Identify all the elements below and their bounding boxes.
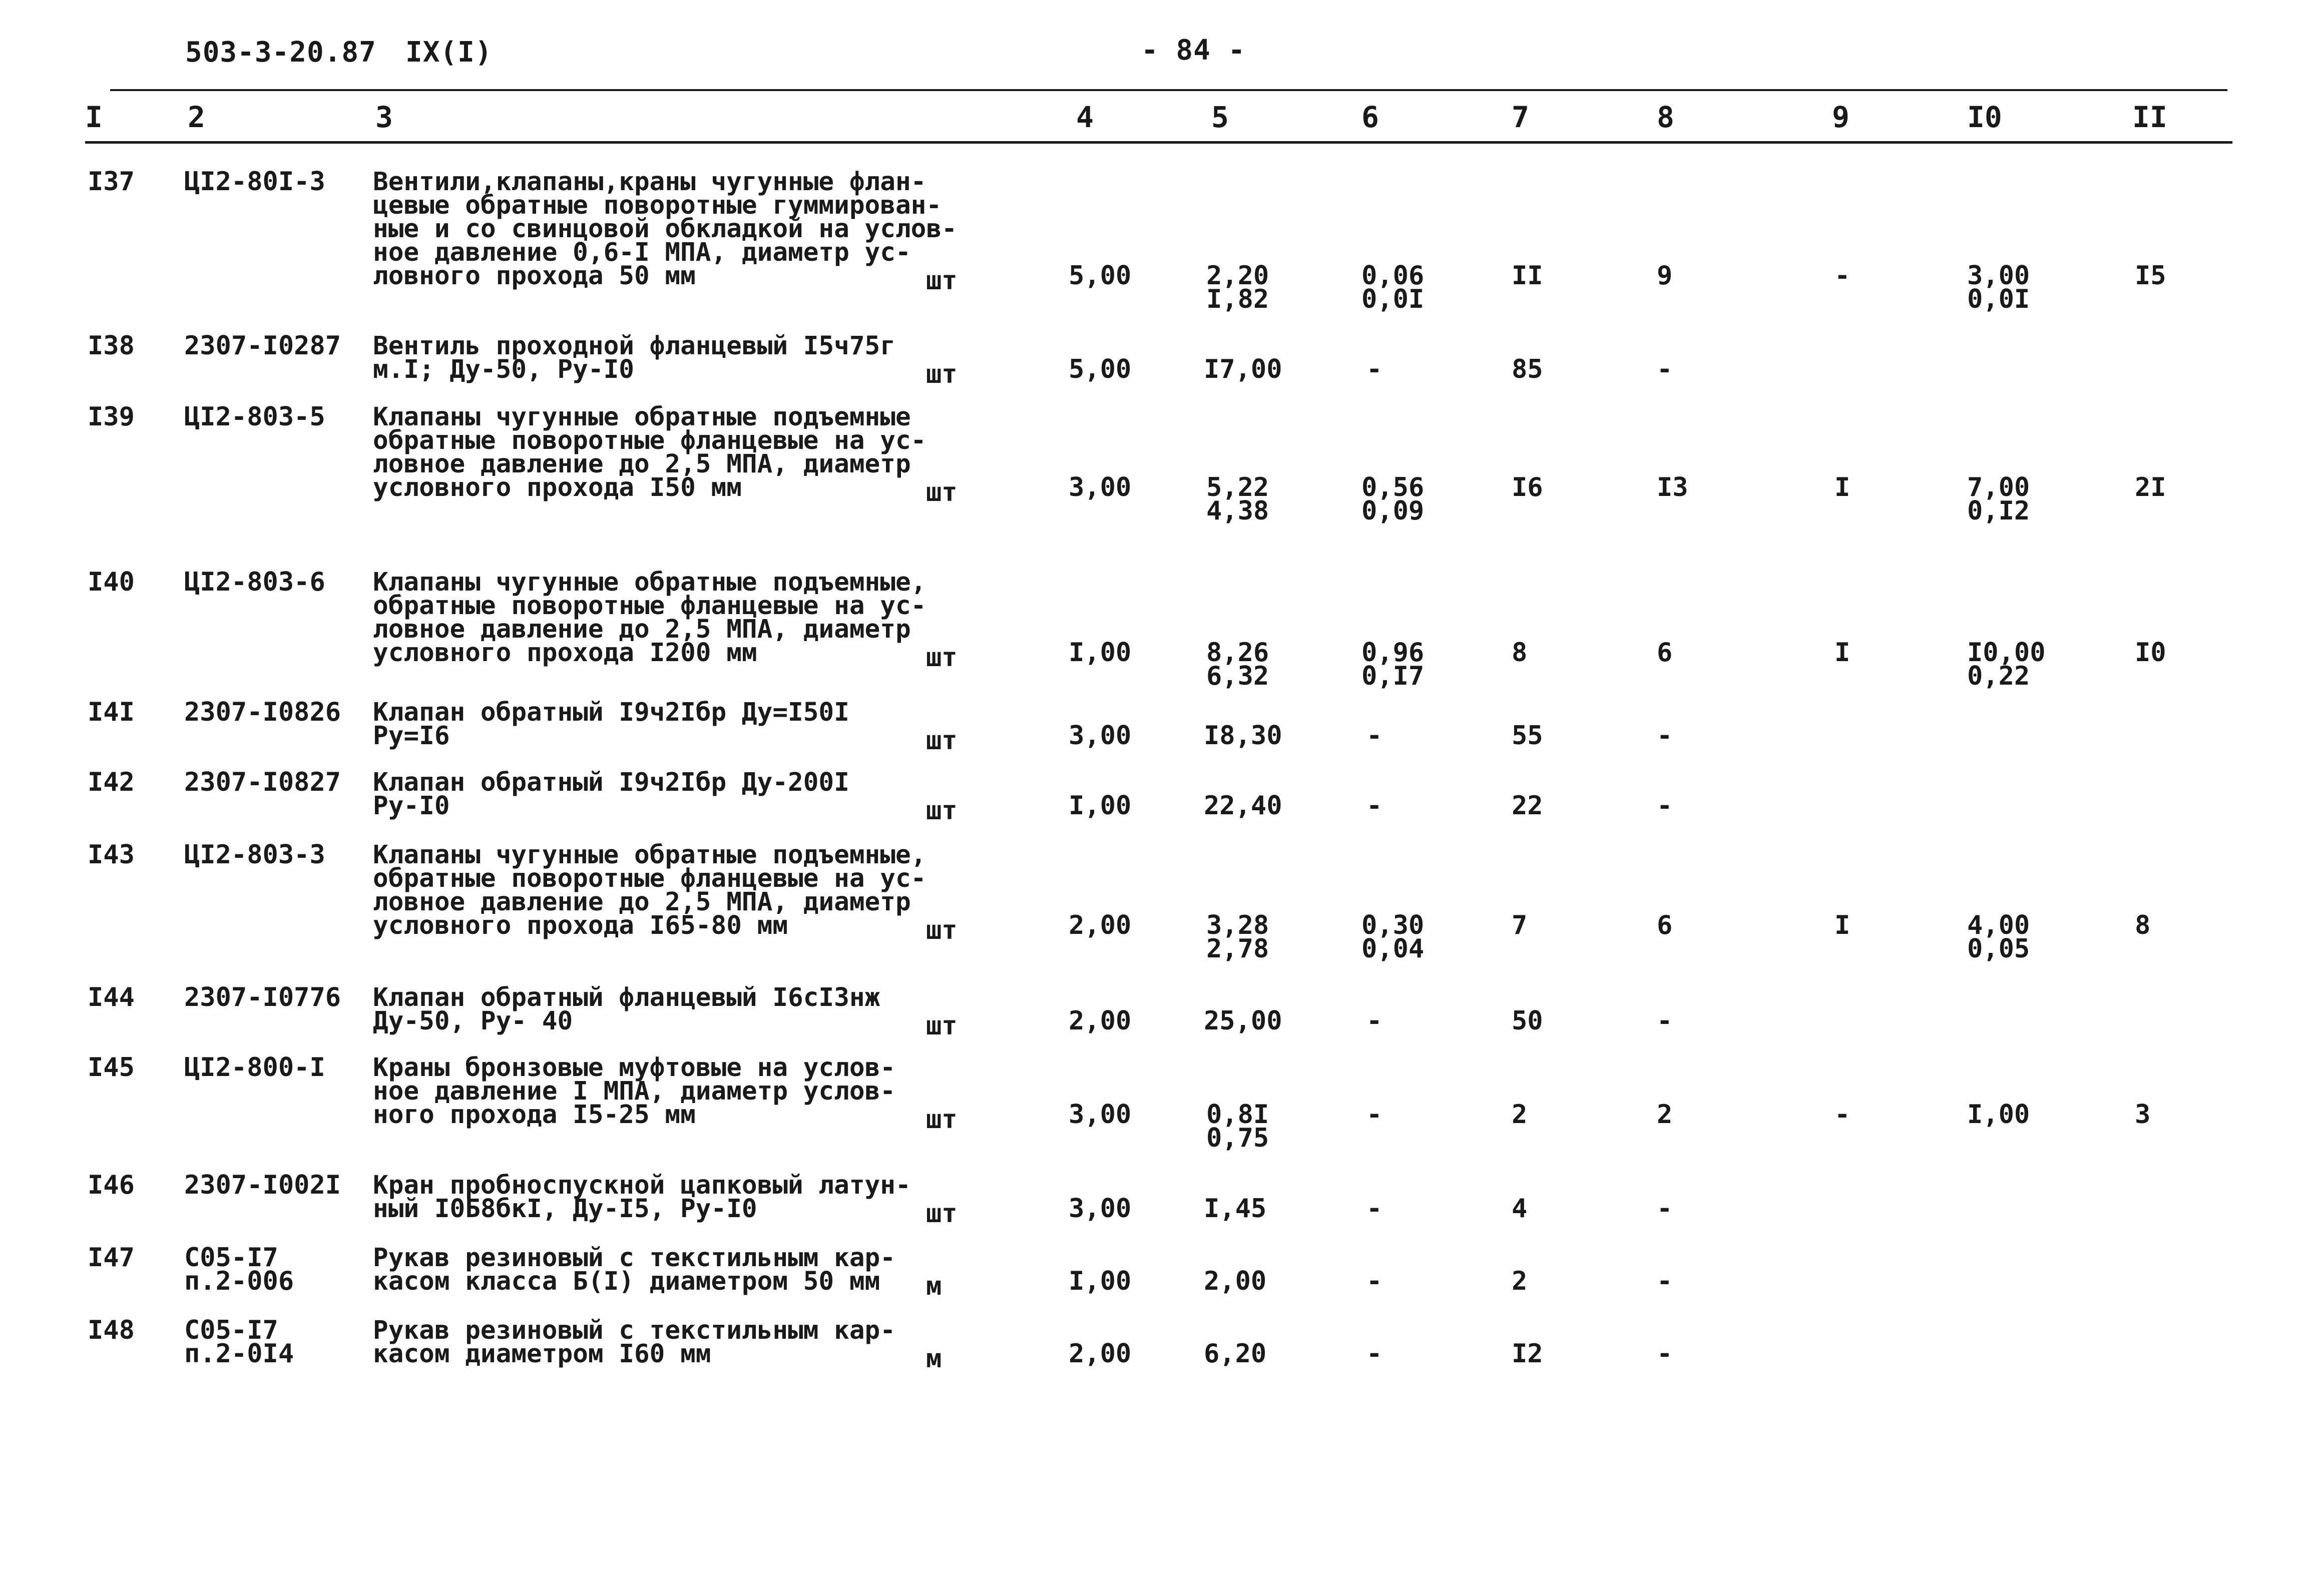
unit: шт [926, 1105, 958, 1135]
item-code: ЦI2-803-5 [184, 402, 325, 432]
col11: 8 [2135, 910, 2151, 940]
col6 [1366, 791, 1382, 821]
column-number-4: 4 [1076, 100, 1094, 134]
unit: шт [926, 266, 958, 296]
row-number: I38 [88, 331, 135, 361]
description-line: Вентили,клапаны,краны чугунные флан- [373, 167, 927, 197]
quantity: I,00 [1069, 638, 1132, 668]
col5 [1206, 638, 1269, 691]
col5 [1204, 1339, 1267, 1369]
page-number: - 84 - [1141, 34, 1246, 67]
item-code: ЦI2-80I-3 [184, 167, 325, 197]
description-line: условного прохода I200 мм [373, 638, 757, 668]
col5 [1204, 1006, 1282, 1036]
description-line: обратные поворотные фланцевые на ус- [373, 426, 927, 455]
col6 [1366, 1100, 1382, 1130]
description-line: Рукав резиновый с текстильным кар- [373, 1316, 895, 1345]
description-line: ловного прохода 50 мм [373, 261, 696, 291]
description-line: цевые обратные поворотные гуммирован- [373, 191, 942, 220]
item-description [373, 698, 924, 751]
item-description [373, 568, 927, 668]
col11: I5 [2135, 261, 2166, 291]
col5-value: 25,00 [1204, 1006, 1282, 1036]
col5-value: 2,78 [1206, 934, 1269, 964]
col9: I [1834, 910, 1851, 940]
unit: м [926, 1344, 942, 1374]
description-line: касом класса Б(I) диаметром 50 мм [373, 1267, 880, 1296]
description-line: Клапаны чугунные обратные подъемные, [373, 840, 927, 870]
col6-value: - [1366, 1339, 1382, 1369]
col6-value: - [1366, 1194, 1382, 1224]
row-number: I45 [88, 1052, 135, 1083]
col5-value: I,45 [1204, 1194, 1267, 1224]
col6 [1361, 261, 1425, 314]
col10 [1967, 638, 2046, 691]
col9: I [1834, 472, 1851, 502]
item-description [373, 1316, 924, 1369]
description-line: ловное давление до 2,5 МПА, диаметр [373, 449, 911, 479]
col6-value: 0,I7 [1361, 661, 1425, 691]
col8: 6 [1657, 638, 1673, 668]
description-line: ный I0Б8бкI, Ду-I5, Ру-I0 [373, 1194, 757, 1224]
description-line: Клапан обратный I9ч2Iбр Ду-200I [373, 768, 849, 797]
col8: 9 [1657, 261, 1673, 291]
col8: - [1657, 1194, 1673, 1224]
item-code: С05-I7 п.2-006 [184, 1243, 294, 1296]
column-number-3: 3 [375, 100, 393, 134]
row-number: I47 [88, 1243, 135, 1273]
column-number-2: 2 [188, 100, 205, 134]
col7: 4 [1512, 1194, 1528, 1224]
quantity: 3,00 [1069, 1100, 1132, 1130]
row-number: I48 [88, 1315, 135, 1345]
col6-value: - [1366, 1100, 1382, 1130]
row-number: I43 [88, 840, 135, 870]
item-description [373, 840, 927, 940]
col10-value: 4,00 [1967, 910, 2030, 940]
unit: шт [926, 643, 958, 673]
col6-value: - [1366, 354, 1382, 384]
quantity: 5,00 [1069, 354, 1132, 384]
description-line: ное давление 0,6-I МПА, диаметр ус- [373, 238, 911, 267]
quantity: 3,00 [1069, 721, 1132, 751]
col5-value: 6,20 [1204, 1339, 1267, 1369]
col10-value: 0,0I [1967, 284, 2030, 314]
row-number: I40 [88, 567, 135, 597]
row-number: I37 [88, 167, 135, 197]
col5-value: I8,30 [1204, 721, 1282, 751]
item-code: ЦI2-803-6 [184, 567, 325, 597]
col11: I0 [2135, 638, 2166, 668]
col5-value: I7,00 [1204, 354, 1282, 384]
description-line: Ду-50, Ру- 40 [373, 1006, 573, 1036]
description-line: ное давление I МПА, диаметр услов- [373, 1077, 895, 1106]
col10-value: 0,I2 [1967, 496, 2030, 526]
description-line: м.I; Ду-50, Ру-I0 [373, 355, 634, 384]
description-line: Рукав резиновый с текстильным кар- [373, 1243, 895, 1273]
item-description [373, 983, 924, 1036]
description-line: обратные поворотные фланцевые на ус- [373, 864, 927, 893]
col5-value: 2,00 [1204, 1266, 1267, 1296]
description-line: Кран пробноспускной цапковый латун- [373, 1171, 911, 1200]
col5 [1206, 472, 1269, 526]
col6-value: - [1366, 1266, 1382, 1296]
description-line: Вентиль проходной фланцевый I5ч75г [373, 331, 895, 361]
col5-value: 4,38 [1206, 496, 1269, 526]
quantity: 2,00 [1069, 1006, 1132, 1036]
unit: шт [926, 726, 958, 756]
col5-value: 3,28 [1206, 910, 1269, 940]
col5 [1204, 1194, 1267, 1224]
col10-value: 3,00 [1967, 261, 2030, 291]
col7: 85 [1512, 354, 1543, 384]
item-code: 2307-I0826 [184, 697, 341, 727]
col5-value: 22,40 [1204, 791, 1282, 821]
description-line: касом диаметром I60 мм [373, 1339, 711, 1369]
col6-value: 0,0I [1361, 284, 1425, 314]
column-number-7: 7 [1512, 100, 1529, 134]
col10-value: 7,00 [1967, 472, 2030, 502]
item-description [373, 768, 924, 821]
col7: 22 [1512, 791, 1543, 821]
col6 [1366, 1006, 1382, 1036]
description-line: Клапан обратный фланцевый I6сI3нж [373, 983, 880, 1012]
col5-value: 2,20 [1206, 261, 1269, 291]
col8: 6 [1657, 910, 1673, 940]
item-code: 2307-I002I [184, 1170, 341, 1200]
col8: - [1657, 721, 1673, 751]
quantity: 2,00 [1069, 910, 1132, 940]
col7: II [1512, 261, 1543, 291]
quantity: 3,00 [1069, 1194, 1132, 1224]
col6 [1366, 1339, 1382, 1369]
col6-value: - [1366, 1006, 1382, 1036]
col9: I [1834, 638, 1851, 668]
col6 [1366, 354, 1382, 384]
col7: 50 [1512, 1006, 1543, 1036]
quantity: I,00 [1069, 791, 1132, 821]
col8: - [1657, 354, 1673, 384]
row-number: I42 [88, 767, 135, 797]
col8: - [1657, 1006, 1673, 1036]
description-line: Краны бронзовые муфтовые на услов- [373, 1053, 895, 1083]
col8: 2 [1657, 1100, 1673, 1130]
col5 [1206, 910, 1269, 964]
col6-value: 0,30 [1361, 910, 1425, 940]
unit: шт [926, 796, 958, 826]
col6 [1366, 1266, 1382, 1296]
description-line: Клапан обратный I9ч2Iбр Ду=I50I [373, 698, 849, 727]
col6 [1361, 638, 1425, 691]
item-code: ЦI2-800-I [184, 1052, 325, 1083]
row-number: I46 [88, 1170, 135, 1200]
item-code: 2307-I0776 [184, 982, 341, 1012]
header-bottom-rule [85, 141, 2232, 144]
col6-value: 0,96 [1361, 638, 1425, 668]
quantity: I,00 [1069, 1266, 1132, 1296]
col6-value: 0,56 [1361, 472, 1425, 502]
unit: шт [926, 477, 958, 507]
item-description [373, 1053, 924, 1130]
col7: 2 [1512, 1266, 1528, 1296]
column-number-11: II [2132, 100, 2167, 134]
description-line: Ру-I0 [373, 791, 450, 821]
unit: шт [926, 359, 958, 389]
quantity: 2,00 [1069, 1339, 1132, 1369]
col10 [1967, 910, 2030, 964]
col5 [1204, 354, 1282, 384]
description-line: ловное давление до 2,5 МПА, диаметр [373, 887, 911, 917]
col5-value: 6,32 [1206, 661, 1269, 691]
col5 [1206, 1100, 1269, 1153]
item-description [373, 402, 927, 502]
column-number-6: 6 [1361, 100, 1379, 134]
col10 [1967, 472, 2030, 526]
unit: шт [926, 1011, 958, 1041]
description-line: ловное давление до 2,5 МПА, диаметр [373, 615, 911, 644]
item-code: С05-I7 п.2-0I4 [184, 1315, 294, 1369]
col5-value: 0,8I [1206, 1100, 1269, 1130]
description-line: Клапаны чугунные обратные подъемные [373, 402, 911, 432]
item-description [373, 331, 924, 384]
description-line: ного прохода I5-25 мм [373, 1100, 696, 1130]
unit: шт [926, 1199, 958, 1229]
quantity: 3,00 [1069, 472, 1132, 502]
row-number: I44 [88, 982, 135, 1012]
col6-value: 0,04 [1361, 934, 1425, 964]
col5-value: 8,26 [1206, 638, 1269, 668]
unit: м [926, 1271, 942, 1301]
col8: - [1657, 791, 1673, 821]
col10-value: 0,22 [1967, 661, 2030, 691]
col10-value: 0,05 [1967, 934, 2030, 964]
col11: 3 [2135, 1100, 2151, 1130]
col6 [1366, 1194, 1382, 1224]
description-line: условного прохода I65-80 мм [373, 911, 788, 940]
item-code: 2307-I0827 [184, 767, 341, 797]
col10 [1967, 261, 2030, 314]
col6-value: - [1366, 791, 1382, 821]
item-description [373, 1243, 924, 1296]
col8: I3 [1657, 472, 1688, 502]
section-code: IX(I) [405, 36, 493, 69]
col7: 8 [1512, 638, 1528, 668]
doc-code: 503-3-20.87 [185, 36, 376, 69]
col5-value: 5,22 [1206, 472, 1269, 502]
row-number: I4I [88, 697, 135, 727]
col9: - [1834, 261, 1851, 291]
column-number-1: I [85, 100, 103, 134]
col8: - [1657, 1339, 1673, 1369]
col6 [1361, 472, 1425, 526]
unit: шт [926, 915, 958, 945]
col5 [1204, 1266, 1267, 1296]
description-line: ные и со свинцовой обкладкой на услов- [373, 214, 957, 244]
col8: - [1657, 1266, 1673, 1296]
col6 [1361, 910, 1425, 964]
col10 [1967, 1100, 2030, 1130]
item-description [373, 1171, 924, 1224]
col6-value: - [1366, 721, 1382, 751]
row-number: I39 [88, 402, 135, 432]
col6-value: 0,06 [1361, 261, 1425, 291]
description-line: Клапаны чугунные обратные подъемные, [373, 568, 927, 597]
col10-value: I,00 [1967, 1100, 2030, 1130]
header-top-rule [110, 89, 2227, 91]
description-line: Ру=I6 [373, 721, 450, 751]
col9: - [1834, 1100, 1851, 1130]
item-code: ЦI2-803-3 [184, 840, 325, 870]
col5-value: I,82 [1206, 284, 1269, 314]
col5 [1204, 721, 1282, 751]
col6 [1366, 721, 1382, 751]
col11: 2I [2135, 472, 2166, 502]
item-code: 2307-I0287 [184, 331, 341, 361]
column-number-10: I0 [1967, 100, 2002, 134]
description-line: обратные поворотные фланцевые на ус- [373, 591, 927, 621]
col7: I6 [1512, 472, 1543, 502]
col5-value: 0,75 [1206, 1123, 1269, 1153]
col5 [1204, 791, 1282, 821]
col10-value: I0,00 [1967, 638, 2046, 668]
col7: 2 [1512, 1100, 1528, 1130]
col7: 7 [1512, 910, 1528, 940]
column-number-9: 9 [1832, 100, 1850, 134]
column-number-5: 5 [1211, 100, 1229, 134]
quantity: 5,00 [1069, 261, 1132, 291]
col7: I2 [1512, 1339, 1543, 1369]
col6-value: 0,09 [1361, 496, 1425, 526]
column-number-8: 8 [1657, 100, 1674, 134]
description-line: условного прохода I50 мм [373, 473, 742, 502]
col5 [1206, 261, 1269, 314]
col7: 55 [1512, 721, 1543, 751]
